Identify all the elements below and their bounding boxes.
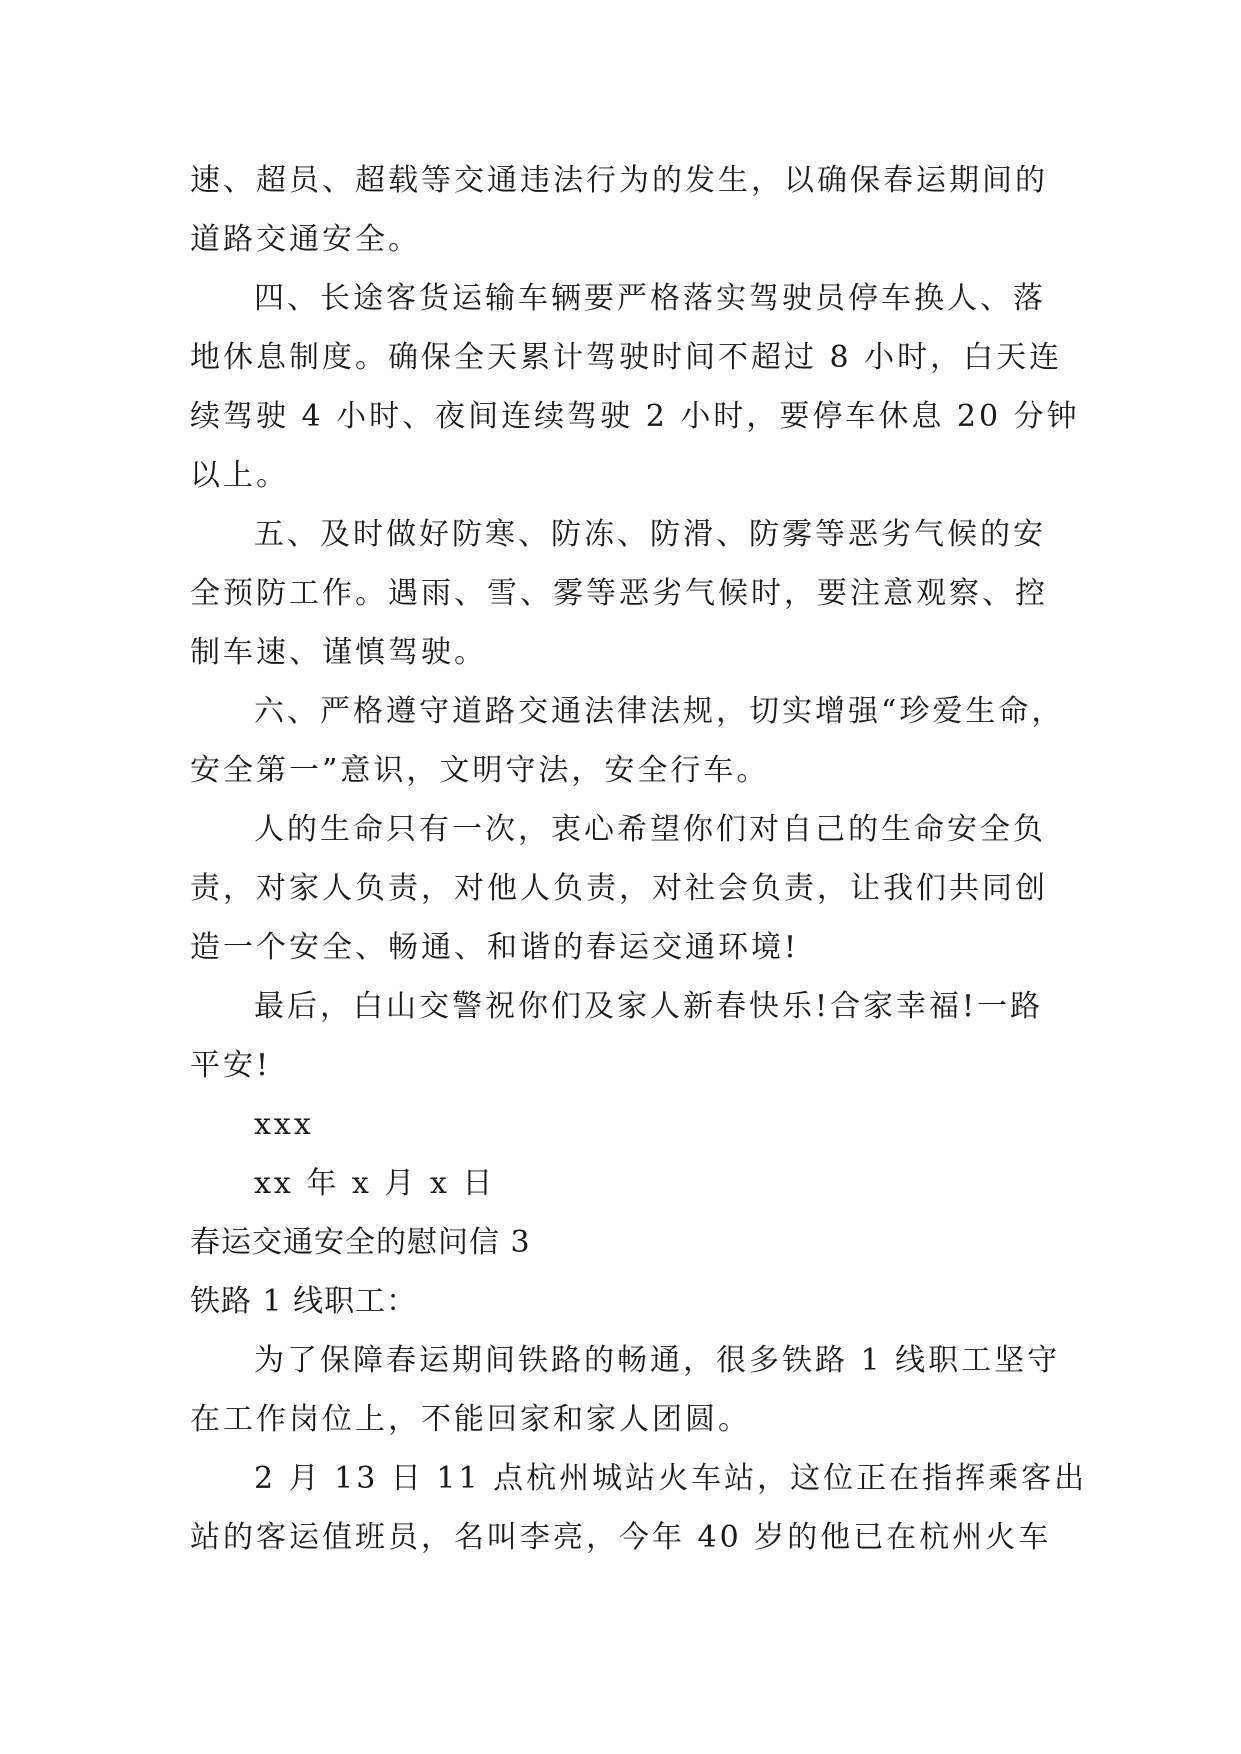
paragraph-start-item-4: 四、长途客货运输车辆要严格落实驾驶员停车换人、落 — [254, 281, 1046, 316]
signature: xxx — [254, 1107, 314, 1142]
text-line: 道路交通安全。 — [190, 222, 421, 257]
document-body — [190, 151, 1088, 1567]
text-line: 制车速、谨慎驾驶。 — [190, 635, 487, 670]
paragraph-start-closing: 人的生命只有一次，衷心希望你们对自己的生命安全负 — [254, 812, 1046, 847]
paragraph-start-item-6: 六、严格遵守道路交通法律法规，切实增强“珍爱生命， — [254, 694, 1065, 729]
text-line: 安全第一”意识，文明守法，安全行车。 — [190, 753, 770, 788]
text-line: 地休息制度。确保全天累计驾驶时间不超过 8 小时，白天连 — [190, 340, 1063, 375]
text-line: 全预防工作。遇雨、雪、雾等恶劣气候时，要注意观察、控 — [190, 576, 1048, 611]
text-line: 在工作岗位上，不能回家和家人团圆。 — [190, 1402, 751, 1437]
section-title: 春运交通安全的慰问信 3 — [190, 1225, 531, 1260]
text-line: 责，对家人负责，对他人负责，对社会负责，让我们共同创 — [190, 871, 1048, 906]
text-line: 站的客运值班员，名叫李亮，今年 40 岁的他已在杭州火车 — [190, 1520, 1052, 1555]
signature-date: xx 年 x 月 x 日 — [254, 1166, 496, 1201]
paragraph-start-intro: 为了保障春运期间铁路的畅通，很多铁路 1 线职工坚守 — [254, 1343, 1061, 1378]
paragraph-start-greeting: 最后，白山交警祝你们及家人新春快乐!合家幸福!一路 — [254, 989, 1044, 1024]
text-line: 以上。 — [190, 458, 289, 493]
salutation: 铁路 1 线职工： — [190, 1284, 418, 1319]
text-line: 平安! — [190, 1048, 272, 1083]
text-line: 造一个安全、畅通、和谐的春运交通环境! — [190, 930, 800, 965]
paragraph-start-story: 2 月 13 日 11 点杭州城站火车站，这位正在指挥乘客出 — [254, 1461, 1088, 1496]
text-line: 续驾驶 4 小时、夜间连续驾驶 2 小时，要停车休息 20 分钟 — [190, 399, 1080, 434]
paragraph-start-item-5: 五、及时做好防寒、防冻、防滑、防雾等恶劣气候的安 — [254, 517, 1046, 552]
text-line: 速、超员、超载等交通违法行为的发生，以确保春运期间的 — [190, 163, 1048, 198]
